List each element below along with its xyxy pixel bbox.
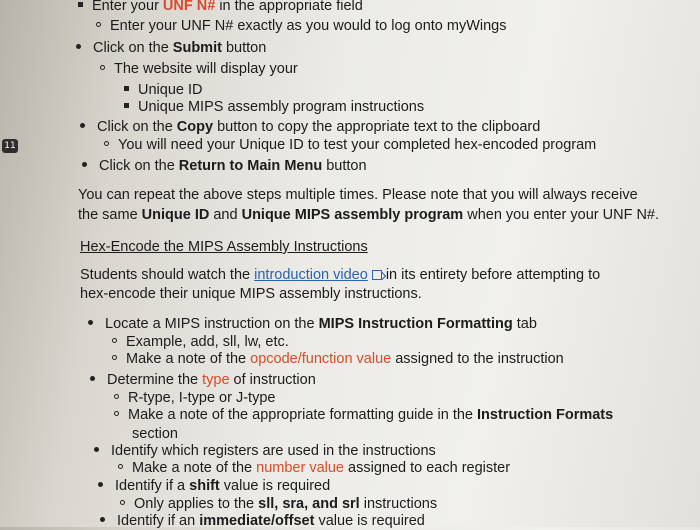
introduction-video-link[interactable]: introduction video [254, 267, 368, 283]
list-item-enter-unf: Enter your UNF N# in the appropriate field [76, 0, 363, 15]
list-item-note-opcode: Make a note of the opcode/function value assigned to the instruction [112, 350, 564, 368]
paragraph-repeat-line1: You can repeat the above steps multiple times. Please note that you will always receive [78, 187, 638, 203]
paragraph-watch-line1: Students should watch the introduction video in its entirety before attempting to [80, 267, 601, 283]
dot-bullet-icon [90, 376, 95, 381]
circle-bullet-icon [104, 141, 109, 146]
circle-bullet-icon [112, 355, 117, 360]
list-item-unique-id: Unique ID [122, 81, 202, 99]
dot-bullet-icon [98, 482, 103, 487]
list-item-identify-registers: Identify which registers are used in the instructions [94, 442, 436, 460]
dot-bullet-icon [76, 44, 81, 49]
square-bullet-icon [78, 2, 83, 7]
list-item-example: Example, add, sll, lw, etc. [112, 333, 289, 351]
dot-bullet-icon [88, 320, 93, 325]
circle-bullet-icon [114, 394, 119, 399]
circle-bullet-icon [114, 411, 119, 416]
list-item-locate-mips: Locate a MIPS instruction on the MIPS Instruction Formatting tab [88, 315, 537, 333]
list-item-determine-type: Determine the type of instruction [90, 371, 316, 389]
circle-bullet-icon [120, 500, 125, 505]
list-item-note-register-number: Make a note of the number value assigned to each register [118, 459, 510, 477]
list-item-click-copy: Click on the Copy button to copy the appropriate text to the clipboard [80, 118, 540, 136]
circle-bullet-icon [112, 338, 117, 343]
list-item-identify-immediate: Identify if an immediate/offset value is required [100, 512, 425, 530]
list-item-enter-exactly: Enter your UNF N# exactly as you would to log onto myWings [96, 17, 507, 35]
square-bullet-icon [124, 103, 129, 108]
list-item-note-format-cont: section [132, 426, 178, 442]
circle-bullet-icon [100, 65, 105, 70]
list-item-identify-shift: Identify if a shift value is required [98, 477, 330, 495]
dot-bullet-icon [82, 162, 87, 167]
list-item-website-display: The website will display your [100, 60, 298, 78]
dot-bullet-icon [100, 517, 105, 522]
list-item-rij-type: R-type, I-type or J-type [114, 389, 275, 407]
list-item-unique-mips: Unique MIPS assembly program instructions [122, 98, 424, 116]
circle-bullet-icon [96, 22, 101, 27]
list-item-return-menu: Click on the Return to Main Menu button [82, 157, 367, 175]
square-bullet-icon [124, 86, 129, 91]
paragraph-watch-line2: hex-encode their unique MIPS assembly instructions. [80, 286, 422, 302]
dot-bullet-icon [94, 447, 99, 452]
circle-bullet-icon [118, 464, 123, 469]
list-item-click-submit: Click on the Submit button [76, 39, 266, 57]
external-link-icon[interactable] [372, 270, 382, 280]
dot-bullet-icon [80, 123, 85, 128]
list-item-need-unique-id: You will need your Unique ID to test your completed hex-encoded program [104, 136, 596, 154]
page-number-badge: 11 [2, 139, 18, 153]
section-heading: Hex-Encode the MIPS Assembly Instructions [80, 239, 368, 255]
list-item-note-format: Make a note of the appropriate formatting guide in the Instruction Formats [114, 406, 613, 424]
list-item-shift-applies: Only applies to the sll, sra, and srl instructions [120, 495, 437, 513]
paragraph-repeat-line2: the same Unique ID and Unique MIPS assembly program when you enter your UNF N#. [78, 207, 660, 223]
